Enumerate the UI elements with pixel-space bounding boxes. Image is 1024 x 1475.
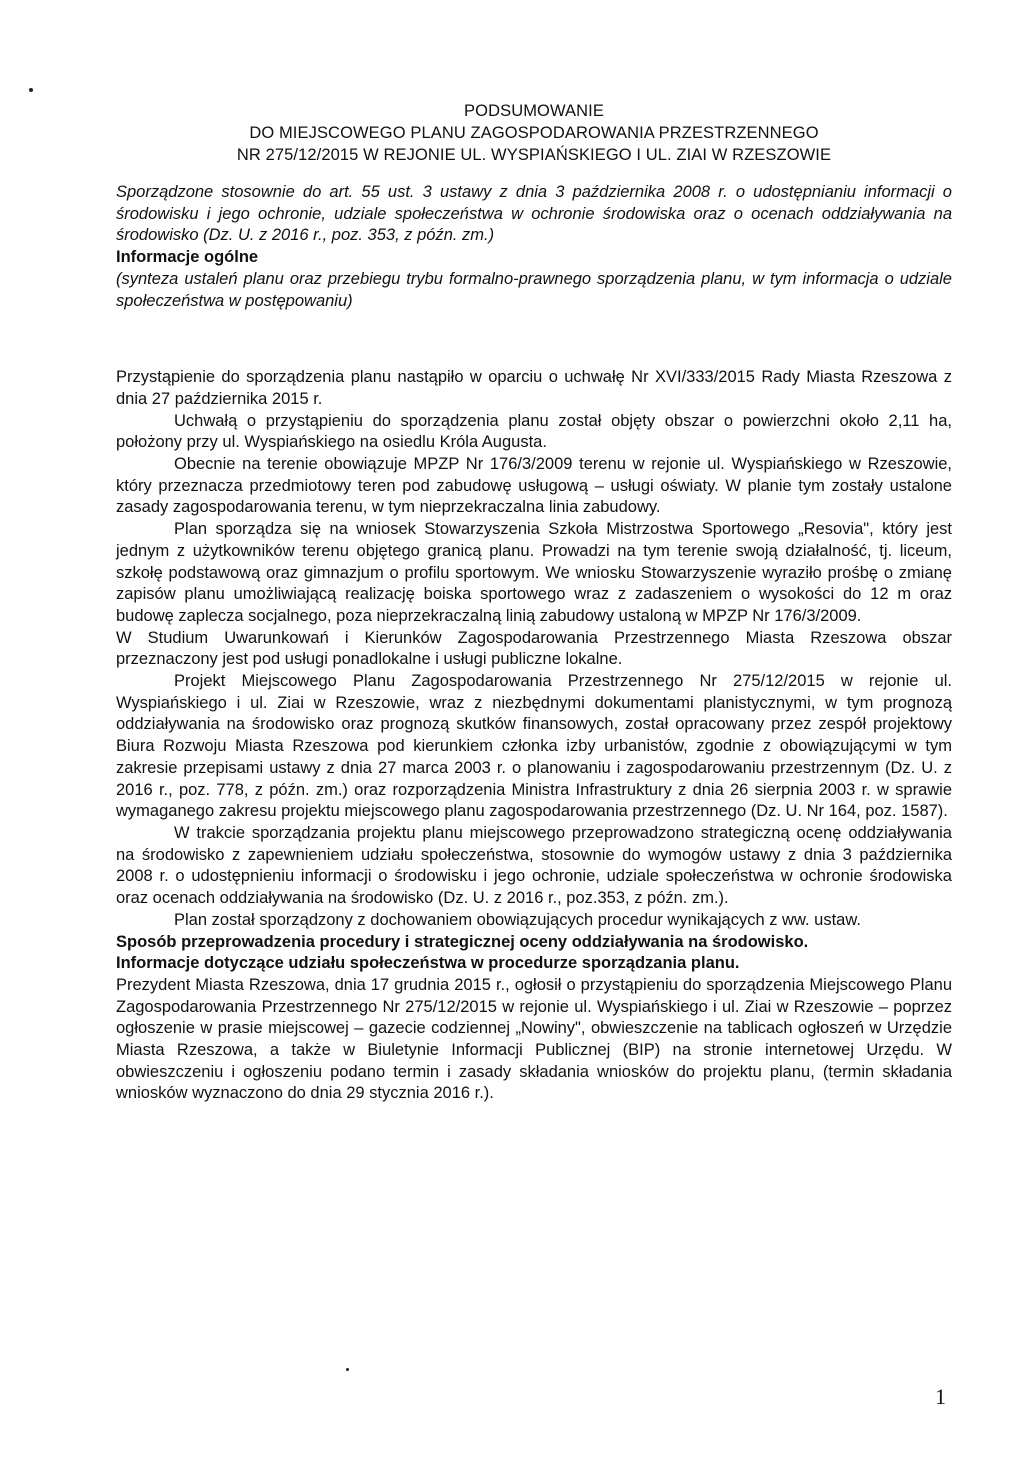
scan-speck: [346, 1368, 349, 1371]
title-line-1: PODSUMOWANIE: [464, 102, 604, 120]
paragraph: Plan sporządza się na wniosek Stowarzyszenia Szkoła Mistrzostwa Sportowego „Resovia", który jest jednym z użytkowników terenu objętego granicą planu. Prowadzi na tym terenie swoją działalność, tj. liceum, szkołę podstawową oraz gimnazjum o profilu sportowym. We wniosku Stowarzyszenie wyraziło prośbę o zmianę zapisów planu umożliwiającą realizację boiska sportowego wraz z zadaszeniem o wysokości do 12 m oraz budowę zaplecza socjalnego, poza nieprzekraczalną linią zabudowy ustaloną w MPZP Nr 176/3/2009.: [116, 520, 952, 625]
section-heading-general: Informacje ogólne: [116, 248, 259, 267]
paragraph: Przystąpienie do sporządzenia planu nastąpiło w oparciu o uchwałę Nr XVI/333/2015 Rady Miasta Rzeszowa z dnia 27 października 2015 r.: [116, 368, 952, 408]
scan-speck: [29, 88, 33, 92]
title-line-3: NR 275/12/2015 W REJONIE UL. WYSPIAŃSKIEGO I UL. ZIAI W RZESZOWIE: [236, 146, 832, 164]
paragraph: Plan został sporządzony z dochowaniem obowiązujących procedur wynikających z ww. ustaw.: [174, 910, 861, 929]
page-number: 1: [935, 1384, 946, 1409]
paragraph: W Studium Uwarunkowań i Kierunków Zagospodarowania Przestrzennego Miasta Rzeszowa obszar przeznaczony jest pod usługi ponadlokalne i usługi publiczne lokalne.: [116, 628, 952, 669]
section-heading-procedure: Sposób przeprowadzenia procedury i strategicznej oceny oddziaływania na środowisko.: [116, 932, 809, 951]
document-body: [116, 367, 952, 1105]
section-subheading-general: (synteza ustaleń planu oraz przebiegu trybu formalno-prawnego sporządzenia planu, w tym informacja o udziale społeczeństwa w postępowaniu): [116, 269, 952, 310]
document-page: [116, 100, 952, 1105]
paragraph: Projekt Miejscowego Planu Zagospodarowania Przestrzennego Nr 275/12/2015 w rejonie ul. Wyspiańskiego i ul. Ziai w Rzeszowie, wraz z niezbędnymi dokumentami planistycznymi, w tym prognozą oddziaływania na środowisko oraz prognozą skutków finansowych, został opracowany przez zespół projektowy Biura Rozwoju Miasta Rzeszowa pod kierunkiem członka izby urbanistów, zgodnie z obowiązującymi w tym zakresie przepisami ustawy z dnia 27 marca 2003 r. o planowaniu i zagospodarowaniu przestrzennym (Dz. U. z 2016 r., poz. 778, z późn. zm.) oraz rozporządzenia Ministra Infrastruktury z dnia 26 sierpnia 2003 r. w sprawie wymaganego zakresu projektu miejscowego planu zagospodarowania przestrzennego (Dz. U. Nr 164, poz. 1587).: [116, 672, 952, 821]
legal-basis-note: Sporządzone stosownie do art. 55 ust. 3 ustawy z dnia 3 października 2008 r. o udostępnianiu informacji o środowisku i jego ochronie, udziale społeczeństwa w ochronie środowiska oraz o ocenach oddziaływania na środowisko (Dz. U. z 2016 r., poz. 353, z późn. zm.): [116, 183, 952, 245]
paragraph: Prezydent Miasta Rzeszowa, dnia 17 grudnia 2015 r., ogłosił o przystąpieniu do sporządzenia Miejscowego Planu Zagospodarowania Przestrzennego Nr 275/12/2015 w rejonie ul. Wyspiańskiego i ul. Ziai w Rzeszowie – poprzez ogłoszenie w prasie miejscowej – gazecie codziennej „Nowiny", obwieszczenie na tablicach ogłoszeń w Urzędzie Miasta Rzeszowa, a także w Biuletynie Informacji Publicznej (BIP) na stronie internetowej Urzędu. W obwieszczeniu i ogłoszeniu podano termin i zasady składania wniosków do projektu planu, (termin składania wniosków wyznaczono do dnia 29 stycznia 2016 r.).: [116, 975, 952, 1103]
paragraph: Uchwałą o przystąpieniu do sporządzenia planu został objęty obszar o powierzchni około 2,11 ha, położony przy ul. Wyspiańskiego na osiedlu Króla Augusta.: [116, 411, 952, 452]
paragraph: W trakcie sporządzania projektu planu miejscowego przeprowadzono strategiczną ocenę oddziaływania na środowisko z zapewnieniem udziału społeczeństwa, stosownie do wymogów ustawy z dnia 3 października 2008 r. o udostępnieniu informacji o środowisku i jego ochronie, udziale społeczeństwa w ochronie środowiska oraz ocenach oddziaływania na środowisko (Dz. U. z 2016 r., poz.353, z późn. zm.).: [116, 823, 952, 908]
document-title: [116, 100, 952, 166]
paragraph: Obecnie na terenie obowiązuje MPZP Nr 176/3/2009 terenu w rejonie ul. Wyspiańskiego w Rzeszowie, który przeznacza przedmiotowy teren pod zabudowę usługową – usługi oświaty. W planie tym zostały ustalone zasady zagospodarowania terenu, w tym nieprzekraczalna linia zabudowy.: [116, 455, 952, 517]
section-heading-participation: Informacje dotyczące udziału społeczeństwa w procedurze sporządzania planu.: [116, 954, 740, 973]
title-line-2: DO MIEJSCOWEGO PLANU ZAGOSPODAROWANIA PRZESTRZENNEGO: [249, 124, 819, 142]
